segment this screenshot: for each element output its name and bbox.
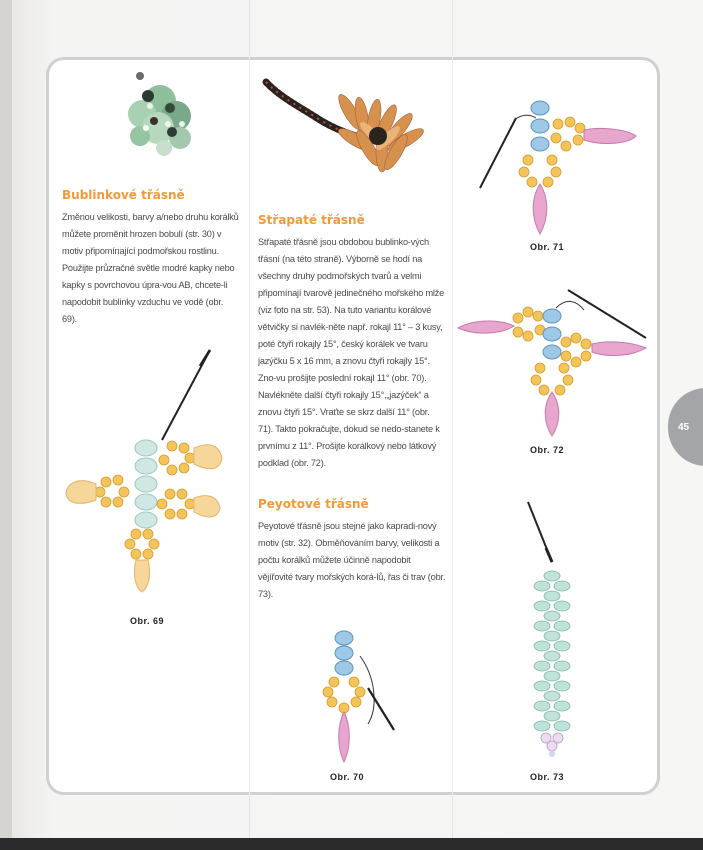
- section-text-peyote-fringe: Peyotové třásně jsou stejné jako kapradi-nový motiv (str. 32). Obměňováním barvy, velikosti a počtu korálků můžete účinně napodobit vějířovité tvary mořských korá-lů, řas či trav (obr. 73).: [258, 521, 446, 599]
- page-edge: [0, 838, 703, 850]
- column-divider: [249, 57, 250, 795]
- section-title-peyote-fringe: Peyotové třásně: [258, 497, 369, 511]
- figure-73-caption: Obr. 73: [530, 772, 565, 782]
- photo-shaggy-fringe: [260, 72, 435, 177]
- figure-71-caption: Obr. 71: [530, 242, 565, 252]
- figure-73-diagram: [518, 500, 592, 762]
- figure-69-caption: Obr. 69: [130, 616, 165, 626]
- figure-71-diagram: [478, 96, 648, 236]
- figure-70-caption: Obr. 70: [330, 772, 365, 782]
- section-text-bubble-fringe: Změnou velikosti, barvy a/nebo druhu korálků můžete proměnit hrozen bobulí (str. 30) v motiv připomínající podmořskou rostlinu. Použijte průzračné světle modré kapky nebo kapky s povrchovou úpra-vou AB, chcete-li napodobit bublinky vzduchu ve vodě (obr. 69).: [62, 212, 239, 324]
- photo-green-cluster: [110, 66, 210, 166]
- figure-70-diagram: [316, 628, 406, 764]
- figure-69-diagram: [62, 348, 242, 610]
- column-divider: [452, 57, 453, 795]
- section-text-shaggy-fringe: Střapaté třásně jsou obdobou bublinko-vých třásní (na této straně). Výborně se hodí na všechny druhy podmořských tvarů a velmi připomínají tvarově jedinečného mořského mlže (viz foto na str. 53). Na tuto variantu korálové větvičky si navlék-něte např. rokajl 11° – 3 kusy, poté čtyři rokajly 15°, český korálek ve tvaru jazýčku 5 x 16 mm, a znovu čtyři rokajly 15°. Zno-vu prošijte poslední rokajl 11° (obr. 70). Navlékněte další čtyři rokajly 15°,„jazýček“ a znovu čtyři 15°. Vraťte se skrz další 11° (obr. 71). Takto pokračujte, dokud se nedo-stanete k prvnímu z 11°. Prošijte korálkový nebo látkový podklad (obr. 72).: [258, 237, 445, 468]
- section-title-shaggy-fringe: Střapaté třásně: [258, 213, 365, 227]
- figure-72-diagram: [456, 288, 652, 438]
- section-title-bubble-fringe: Bublinkové třásně: [62, 188, 185, 202]
- page-number: 45: [678, 421, 690, 433]
- figure-72-caption: Obr. 72: [530, 445, 565, 455]
